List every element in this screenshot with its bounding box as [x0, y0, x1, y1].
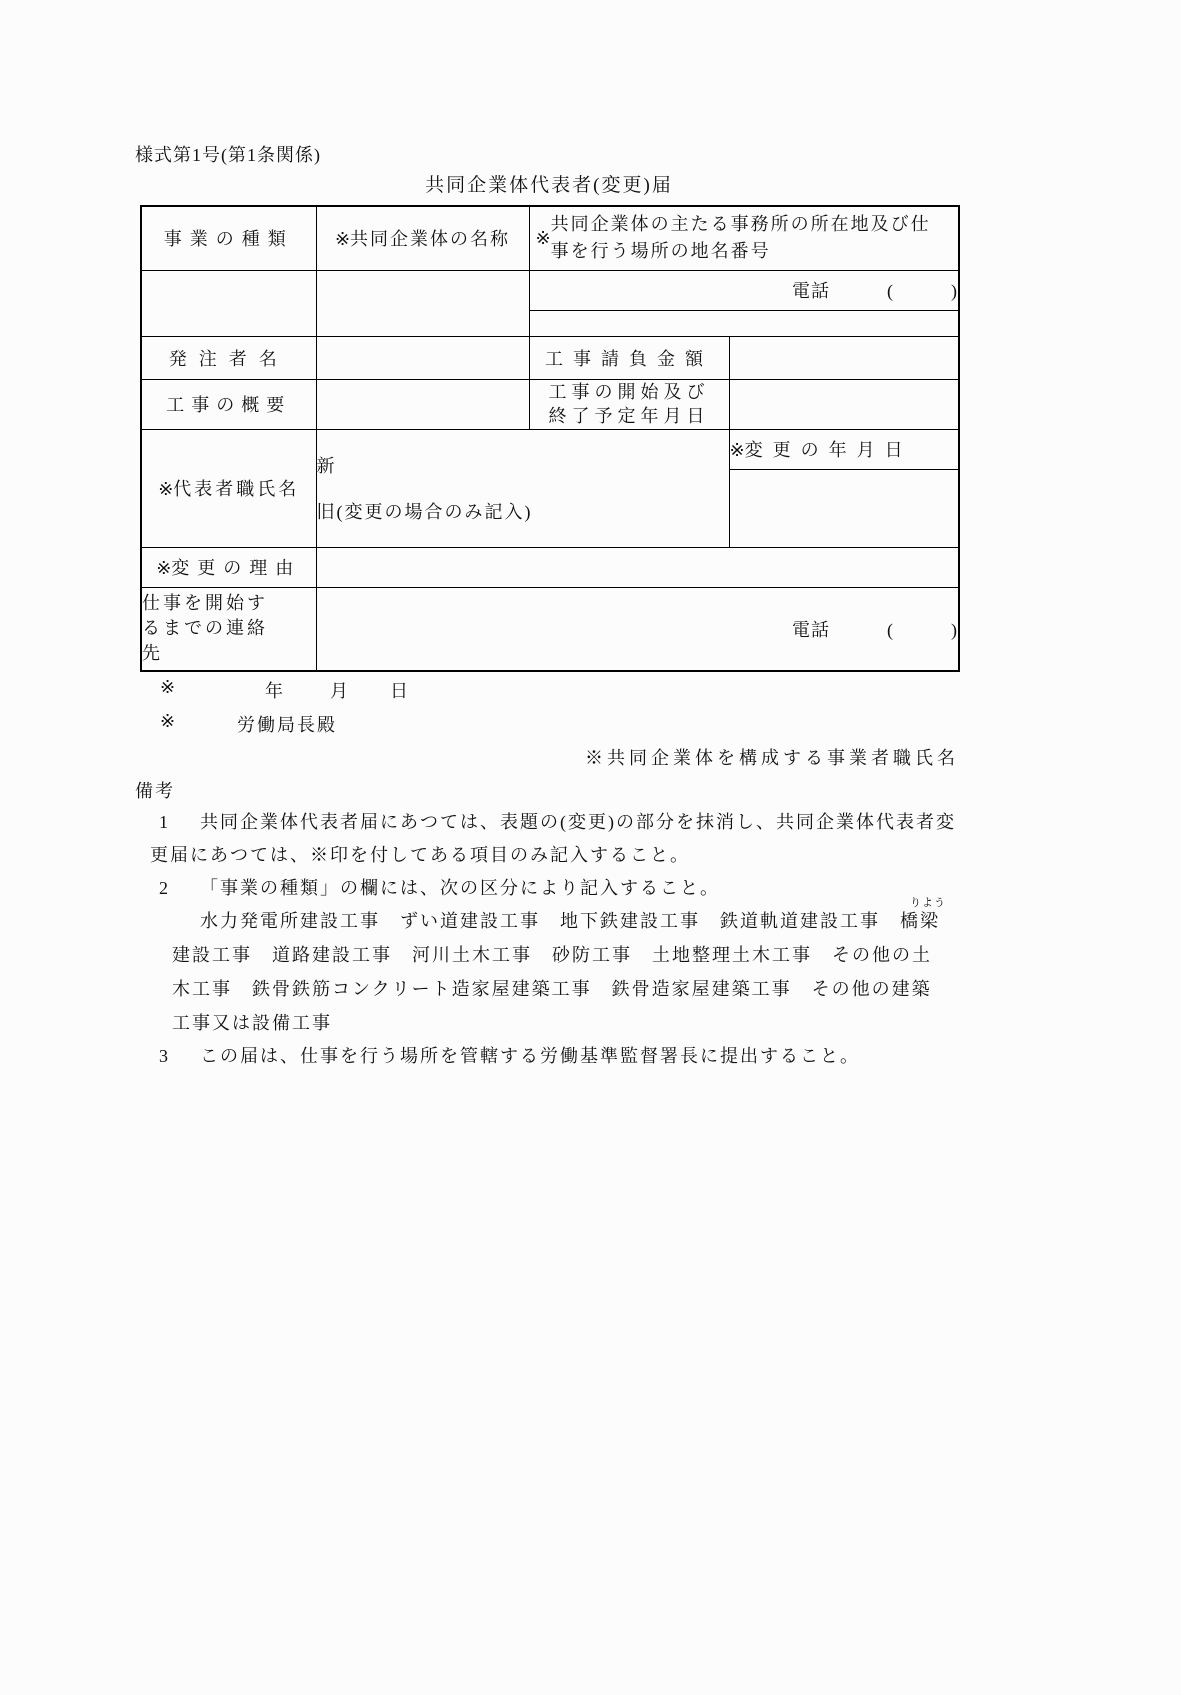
notes-heading: 備考: [135, 781, 175, 801]
orderer-field: [316, 336, 529, 379]
note-item-2-list-line-3: 木工事 鉄骨鉄筋コンクリート造家屋建築工事 鉄骨造家屋建築工事 その他の建築: [172, 979, 932, 999]
header-office-address-label: 共同企業体の主たる事務所の所在地及び仕 事を行う場所の地名番号: [550, 214, 931, 262]
contact-phone-field: 電話 ( ): [316, 587, 959, 671]
change-reason-label: ※変更の理由: [141, 547, 316, 587]
work-outline-field: [316, 379, 529, 429]
office-address-field: [529, 310, 959, 336]
asterisk-mark: ※: [535, 227, 551, 248]
date-year-label: 年: [265, 681, 283, 701]
header-jv-name-label: 共同企業体の名称: [350, 229, 511, 250]
bureau-asterisk: ※: [160, 711, 176, 731]
asterisk-mark: ※: [334, 229, 351, 250]
furigana-text: りよう: [910, 897, 946, 909]
form-number: 様式第1号(第1条関係): [135, 145, 321, 165]
form-title: 共同企業体代表者(変更)届: [425, 175, 673, 196]
representative-old-label: 旧(変更の場合のみ記入): [316, 502, 533, 522]
change-reason-field: [316, 547, 959, 587]
representative-row: [141, 429, 959, 469]
note-item-2-list-line-4: 工事又は設備工事: [172, 1013, 332, 1033]
constituents-line: ※共同企業体を構成する事業者職氏名: [585, 748, 959, 768]
header-business-type: 事業の種類: [141, 206, 316, 270]
work-period-label: 工事の開始及び 終了予定年月日: [529, 379, 729, 429]
asterisk-mark: ※: [156, 558, 172, 578]
note-item-1-number: 1: [159, 812, 168, 832]
header-row: [141, 206, 959, 270]
change-date-label: ※変更の年月日: [729, 429, 959, 469]
change-date-field: [729, 469, 959, 547]
contact-label: 仕事を開始す るまでの連絡 先: [141, 587, 316, 671]
form-table: [140, 205, 960, 672]
asterisk-mark: ※: [158, 479, 174, 499]
note-item-2-line-1: 2 「事業の種類」の欄には、次の区分により記入すること。: [159, 878, 720, 898]
entry-row-top: [141, 270, 959, 310]
change-reason-row: [141, 547, 959, 587]
representative-label: ※代表者職氏名: [141, 429, 316, 547]
contact-row: [141, 587, 959, 671]
business-type-field: [141, 270, 316, 336]
representative-new-label: 新: [316, 456, 337, 476]
date-month-label: 月: [330, 681, 348, 701]
representative-field: [316, 429, 729, 547]
note-item-3-line-1: 3 この届は、仕事を行う場所を管轄する労働基準監督署長に提出すること。: [159, 1046, 860, 1066]
note-item-2-number: 2: [159, 878, 168, 898]
office-phone-field: 電話 ( ): [529, 270, 959, 310]
jv-name-field: [316, 270, 529, 336]
date-asterisk: ※: [160, 677, 176, 697]
work-outline-row: [141, 379, 959, 429]
note-item-1-line-2: 更届にあつては、※印を付してある項目のみ記入すること。: [150, 845, 690, 865]
orderer-row: [141, 336, 959, 379]
work-period-field: [729, 379, 959, 429]
note-item-2-list-line-2: 建設工事 道路建設工事 河川土木工事 砂防工事 土地整理土木工事 その他の土: [172, 945, 932, 965]
note-item-1-line-1: 1 共同企業体代表者届にあつては、表題の(変更)の部分を抹消し、共同企業体代表者変: [159, 812, 956, 832]
contract-amount-label: 工事請負金額: [529, 336, 729, 379]
header-jv-name: [316, 206, 529, 270]
work-outline-label: 工事の概要: [141, 379, 316, 429]
note-item-3-number: 3: [159, 1046, 168, 1066]
bureau-label: 労働局長殿: [237, 715, 337, 735]
contract-amount-field: [729, 336, 959, 379]
bridge-girder-ruby: 梁 りよう: [920, 907, 938, 933]
asterisk-mark: ※: [729, 440, 745, 460]
note-item-2-list-line-1: 水力発電所建設工事 ずい道建設工事 地下鉄建設工事 鉄道軌道建設工事 橋梁 りよう: [200, 907, 938, 933]
orderer-label: 発注者名: [141, 336, 316, 379]
date-day-label: 日: [390, 681, 408, 701]
header-office-address: [529, 206, 959, 270]
